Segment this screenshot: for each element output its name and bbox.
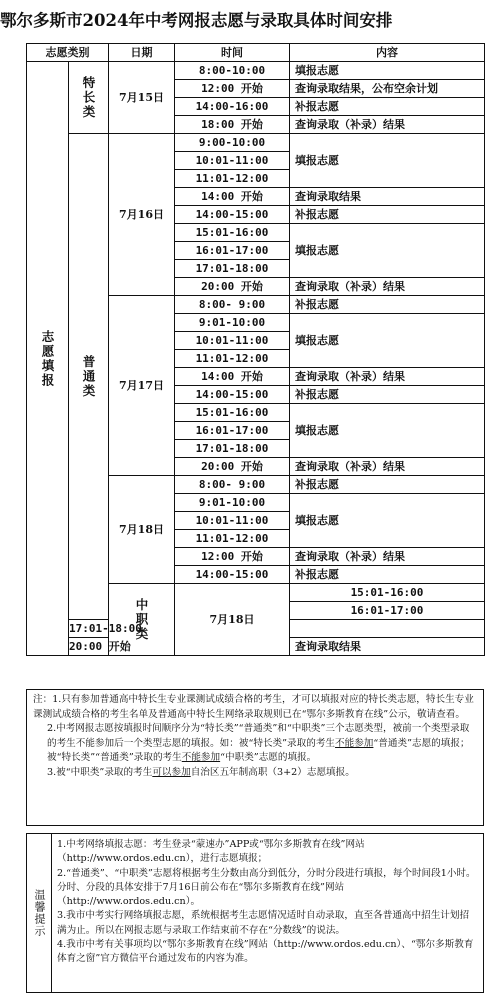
header-date: 日期 [109,44,175,62]
note-1 [33,693,477,722]
time-cell: 15:01-16:00 [290,584,485,602]
content-cell: 补报志愿 [290,296,485,314]
time-cell: 16:01-17:00 [175,242,290,260]
note-2-underline-1: 不能参加 [335,737,374,749]
content-cell: 填报志愿 [290,62,485,80]
note-2-text-a: 2.中考网报志愿按填报时间顺序分为“特长类”“普通类”和“中职类”三个志愿类型，被前一个类型录取的考生不能参加后一个类型志愿的填报。如：被“特长类”录取的考生 [47,723,470,749]
header-content: 内容 [290,44,485,62]
date-cell: 7月18日 [109,476,175,584]
time-cell: 16:01-17:00 [290,602,485,620]
time-cell: 8:00- 9:00 [175,476,290,494]
note-3-underline: 可以参加 [152,766,191,778]
category-putong-label: 普通类 [81,354,96,399]
time-cell: 15:01-16:00 [175,404,290,422]
time-cell: 20:00 开始 [175,278,290,296]
schedule-table [26,43,485,656]
time-cell: 14:00 开始 [175,188,290,206]
content-cell: 补报志愿 [290,476,485,494]
tips-body [57,838,477,967]
content-cell: 查询录取（补录）结果 [290,368,485,386]
content-cell: 补报志愿 [290,566,485,584]
note-3-text-b: 自治区五年制高职（3+2）志愿填报。 [190,766,355,778]
content-cell: 补报志愿 [290,206,485,224]
outer-category-cell [27,62,69,656]
content-cell: 补报志愿 [290,386,485,404]
time-cell: 9:00-10:00 [175,134,290,152]
table-row [27,134,485,152]
time-cell: 14:00-15:00 [175,386,290,404]
time-cell: 17:01-18:00 [175,260,290,278]
note-2 [33,722,477,766]
time-cell: 14:00-16:00 [175,98,290,116]
time-cell: 20:00 开始 [175,458,290,476]
content-cell: 填报志愿 [290,404,485,458]
table-row [27,62,485,80]
content-cell: 查询录取（补录）结果 [290,548,485,566]
notes-prefix: 注： [33,694,53,705]
note-2-underline-2: 不能参加 [181,752,221,764]
tip-2: 2.“普通类”、“中职类”志愿将根据考生分数由高分到低分，分时分段进行填报，每个时间段1小时。分时、分段的具体安排于7月16日前公布在“鄂尔多斯教育在线”网站（http://www.ordos.edu.cn）。 [57,867,476,908]
category-zhongzhi-label: 中职类 [134,597,149,642]
date-cell: 7月16日 [109,134,175,296]
note-3-text-a: 3.被“中职类”录取的考生 [47,766,153,778]
time-cell: 8:00-10:00 [175,62,290,80]
content-cell: 查询录取（补录）结果 [290,278,485,296]
category-putong [69,134,109,620]
note-3 [33,766,477,781]
time-cell: 12:00 开始 [175,548,290,566]
date-cell: 7月18日 [175,584,290,656]
date-cell: 7月15日 [109,62,175,134]
note-1-text: 1.只有参加普通高中特长生专业课测试成绩合格的考生，才可以填报对应的特长类志愿，特长生专业课测试成绩合格的考生名单及普通高中特长生网络录取规则已在“鄂尔多斯教育在线”公示，敬请查看。 [33,694,474,720]
content-cell: 查询录取（补录）结果 [290,458,485,476]
tips-label-cell [27,834,52,992]
time-cell: 11:01-12:00 [175,350,290,368]
content-cell: 填报志愿 [290,224,485,278]
tip-4: 4.我市中考有关事项均以“鄂尔多斯教育在线”网站（http://www.ordos.edu.cn）、“鄂尔多斯教育体育之窗”官方微信平台通过发布的内容为准。 [57,939,474,965]
content-cell: 查询录取（补录）结果 [290,116,485,134]
time-cell: 15:01-16:00 [175,224,290,242]
outer-category-label: 志愿填报 [40,329,55,388]
time-cell: 17:01-18:00 [175,440,290,458]
page-title: 鄂尔多斯市2024年中考网报志愿与录取具体时间安排 [0,11,393,30]
category-techang [69,62,109,134]
time-cell: 9:01-10:00 [175,314,290,332]
header-category: 志愿类别 [27,44,109,62]
header-time: 时间 [175,44,290,62]
tips-box [26,833,484,993]
time-cell: 14:00-15:00 [175,566,290,584]
time-cell: 8:00- 9:00 [175,296,290,314]
tip-3: 3.我市中考实行网络填报志愿，系统根据考生志愿情况适时自动录取，直至各普通高中招生计划招满为止。所以在网报志愿与录取工作结束前不存在“分数线”的说法。 [57,910,470,936]
content-cell: 查询录取结果 [290,188,485,206]
content-cell: 查询录取结果 [290,638,485,656]
time-cell: 14:00 开始 [175,368,290,386]
time-cell: 14:00-15:00 [175,206,290,224]
header-row [27,44,485,62]
time-cell: 17:01-18:00 [69,620,109,638]
time-cell: 10:01-11:00 [175,152,290,170]
time-cell: 11:01-12:00 [175,530,290,548]
content-cell: 补报志愿 [290,98,485,116]
note-2-text-b: “普通类”志愿的填报；被“特长类”“普通类”录取的考生 [47,737,470,764]
notes-box [26,689,484,826]
content-cell: 填报志愿 [290,494,485,548]
category-techang-label: 特长类 [81,75,96,120]
time-cell: 10:01-11:00 [175,332,290,350]
content-cell: 填报志愿 [290,134,485,188]
time-cell: 20:00 开始 [69,638,109,656]
time-cell: 10:01-11:00 [175,512,290,530]
tips-label: 温馨提示 [33,889,46,937]
time-cell: 9:01-10:00 [175,494,290,512]
time-cell: 16:01-17:00 [175,422,290,440]
content-cell: 填报志愿 [290,314,485,368]
time-cell: 18:00 开始 [175,116,290,134]
time-cell: 12:00 开始 [175,80,290,98]
content-cell: 查询录取结果，公布空余计划 [290,80,485,98]
tip-1: 1.中考网络填报志愿：考生登录“蒙速办”APP或“鄂尔多斯教育在线”网站（http://www.ordos.edu.cn），进行志愿填报； [57,839,365,865]
time-cell: 11:01-12:00 [175,170,290,188]
date-cell: 7月17日 [109,296,175,476]
note-2-text-c: “中职类”志愿的填报。 [220,752,317,764]
